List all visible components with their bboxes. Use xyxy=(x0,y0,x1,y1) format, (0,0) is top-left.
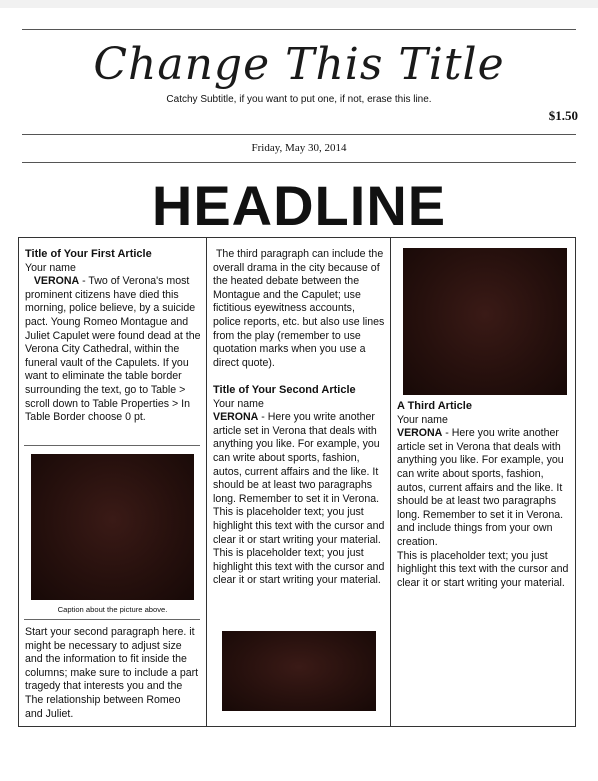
third-article-author[interactable]: Your name xyxy=(397,413,448,426)
third-paragraph-text: The third paragraph can include the overall drama in the city because of the heated debate between the Montague and the Capulet; use fictitious eyewitness accounts, police reports, etc. but also use lines from the play (remember to use quotation marks when you use a direct quote). xyxy=(213,248,385,369)
column-3 xyxy=(391,238,575,726)
third-article-text: - Here you write another article set in Verona that deals with anything you like. For example, you can write about sports, fashion, autos, current affairs and the like. It should be at least two paragraphs long. Remember to set it in Verona. and include things from your own creation. xyxy=(397,427,564,548)
second-article-placeholder-2[interactable]: This is placeholder text; you just highlight this text with the cursor and clear it or start writing your material. xyxy=(213,547,385,587)
column-1-divider-bottom xyxy=(24,619,200,620)
masthead-title[interactable]: Change This Title xyxy=(93,39,505,90)
second-article-author[interactable]: Your name xyxy=(213,397,264,410)
third-article[interactable] xyxy=(397,400,570,590)
first-article-author[interactable]: Your name xyxy=(25,261,76,274)
column-2 xyxy=(207,238,391,726)
first-article-continued[interactable]: Start your second paragraph here. it might be necessary to adjust size and the information to fit inside the columns; make sure to include a part tragedy that interests you and the The relationship between Romeo and Juliet. xyxy=(25,626,199,720)
first-article-title[interactable]: Title of Your First Article xyxy=(25,248,152,260)
column-1-divider-top xyxy=(24,445,200,446)
second-article-placeholder-1[interactable]: This is placeholder text; you just highlight this text with the cursor and clear it or start writing your material. xyxy=(213,506,385,546)
third-article-dateline: VERONA xyxy=(397,427,443,440)
issue-date[interactable]: Friday, May 30, 2014 xyxy=(251,142,347,154)
second-article-photo[interactable] xyxy=(222,631,376,711)
third-paragraph[interactable] xyxy=(213,248,385,370)
second-article[interactable] xyxy=(213,384,385,588)
price-label[interactable]: $1.50 xyxy=(548,108,578,123)
first-article-body[interactable] xyxy=(25,275,201,425)
photo-caption[interactable]: Caption about the picture above. xyxy=(57,605,168,614)
first-article-text: - Two of Verona's most prominent citizens have died this morning, police believe, by a suicide pact. Young Romeo Montague and Juliet Capulet were found dead at the Verona City Cathedral, within the funeral vault of the Capulets. If you want to eliminate the table border surrounding the text, go to Table > scroll down to Table Properties > In Table Border choose 0 pt. xyxy=(25,275,201,424)
dateline-bottom-rule xyxy=(22,162,576,163)
masthead-subtitle[interactable]: Catchy Subtitle, if you want to put one, if not, erase this line. xyxy=(166,94,432,105)
second-article-body[interactable] xyxy=(213,411,385,506)
third-article-placeholder[interactable]: This is placeholder text; you just highlight this text with the cursor and clear it or start writing your material. xyxy=(397,549,569,589)
second-article-dateline: VERONA xyxy=(213,411,259,424)
second-article-text: - Here you write another article set in Verona that deals with anything you like. For example, you can write about sports, fashion, autos, current affairs and the like. It should be at least two paragraphs long. Remember to set it in Verona. xyxy=(213,411,380,505)
third-article-photo[interactable] xyxy=(403,248,567,395)
first-article-photo[interactable] xyxy=(31,454,194,600)
third-article-title[interactable]: A Third Article xyxy=(397,400,472,412)
first-article[interactable] xyxy=(25,248,201,425)
headline[interactable]: HEADLINE xyxy=(151,174,447,237)
first-article-dateline: VERONA xyxy=(33,275,80,288)
top-margin-shade xyxy=(0,0,598,8)
masthead-top-rule xyxy=(22,29,576,30)
dateline-top-rule xyxy=(22,134,576,135)
third-article-body[interactable] xyxy=(397,427,570,549)
column-1 xyxy=(19,238,207,726)
article-table xyxy=(18,237,576,727)
second-article-title[interactable]: Title of Your Second Article xyxy=(213,384,356,396)
